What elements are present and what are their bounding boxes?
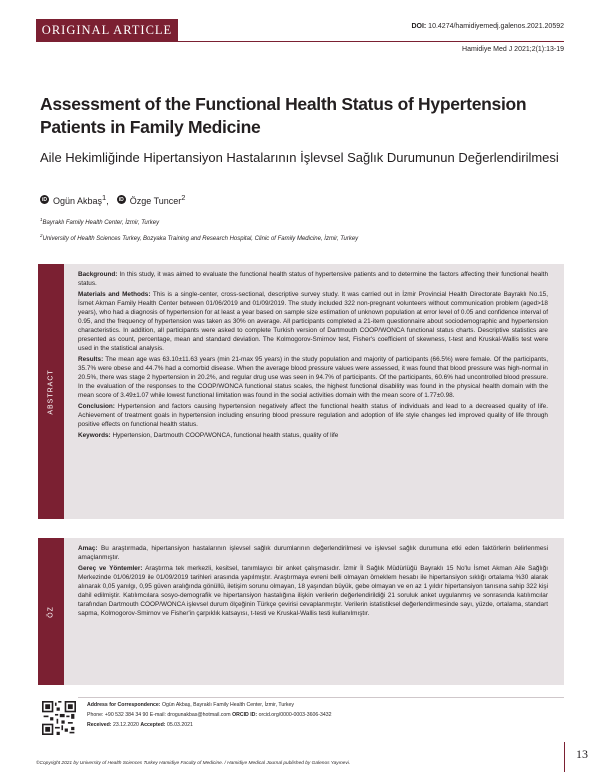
correspondence-contact: Phone: +90 532 384 34 90 E-mail: drogunakbas@hotmail.com ORCID ID: orcid.org/0000-0003-3606-3432 — [87, 712, 332, 718]
author-name: Ogün Akbaş$^1$, — [53, 193, 109, 206]
qr-code-icon[interactable] — [42, 701, 76, 735]
affiliation-2: $^2$University of Health Sciences Turkey, Bozyaka Training and Research Hospital, Clinic of Family Medicine, İzmir, Turkey — [40, 233, 359, 242]
abstract-body — [78, 270, 548, 442]
correspondence-address: Address for Correspondence: Ogün Akbaş, Bayraklı Family Health Center, İzmir, Turkey — [87, 702, 295, 708]
abstract-background: Background: In this study, it was aimed to evaluate the functional health status of hypertensive patients and to determine the factors affecting their functional health status. — [78, 271, 548, 287]
oz-body — [78, 544, 548, 620]
doi-label: DOI: — [411, 23, 427, 30]
article-subtitle: Aile Hekimliğinde Hipertansiyon Hastalarının İşlevsel Sağlık Durumunun Değerlendirilmesi — [40, 150, 559, 165]
header-rule — [36, 41, 564, 42]
correspondence-dates: Received: 23.12.2020 Accepted: 05.03.2021 — [87, 722, 193, 728]
doi-value[interactable]: 10.4274/hamidiyemedj.galenos.2021.20592 — [428, 23, 564, 30]
oz-side-tab: ÖZ — [38, 538, 64, 685]
author-list — [40, 193, 189, 206]
copyright-line: ©Copyright 2021 by University of Health Sciences Turkey Hamidiye Faculty of Medicine. / Hamidiye Medical Journal published by Galenos Yayınevi. — [36, 761, 351, 766]
orcid-icon[interactable]: iD — [42, 196, 47, 203]
oz-amac: Amaç: Bu araştırmada, hipertansiyon hastalarının işlevsel sağlık durumlarının değerlendirilmesi ve işlevsel sağlık durumuna etki eden faktörlerin belirlenmesi amaçlanmıştır. — [78, 545, 548, 561]
abstract-side-tab: ABSTRACT — [38, 264, 64, 519]
doi[interactable] — [411, 23, 564, 30]
correspondence-text — [87, 700, 332, 730]
page-number: 13 — [576, 747, 588, 761]
orcid-link[interactable]: orcid.org/0000-0003-3606-3432 — [258, 712, 332, 718]
author-name: Özge Tuncer$^2$ — [129, 193, 186, 206]
orcid-icon[interactable]: iD — [118, 196, 124, 203]
abstract-methods: Materials and Methods: This is a single-center, cross-sectional, descriptive survey study. It was carried out in İzmir Provincial Health Directorate Bayraklı No.15, İsmet Akman Family Health Center between 01/06/2019 and 01/09/2019. The study included 322 non-pregnant volunteers without communication problem (aged>18 years), who had a diagnosis of hypertension for at least a year based on sample size estimation of unknown population at error level of 0.05 and confidence interval of 0.95, and the frequency of hypertension was taken as 30% on average. All participants completed a 21-item questionnaire about sociodemographic and hypertension characteristics. In addition, all participants were asked to complete Turkish version of Dartmouth COOP/WONCA functional status charts. Descriptive statistics are presented as count, percentage, mean and standard deviation. The Kolmogorov-Smirnov test, Fisher's coefficient of skewness, t-test and Kruskal-Wallis test were used in the statistical analysis. — [78, 291, 548, 352]
affiliation-1: $^1$Bayraklı Family Health Center, İzmir, Turkey — [40, 217, 160, 226]
journal-reference: Hamidiye Med J 2021;2(1):13-19 — [462, 46, 564, 53]
abstract-results: Results: The mean age was 63.10±11.63 years (min 21-max 95 years) in the study population and majority of participants (66.5%) were female. Of the participants, 35.7% were obese and 44.7% had a comorbid disease. When the average blood pressure values were assessed, it was found that blood pressure was high-normal in 20.5%, there was stage 2 hypertension in 20.2%, and regular drug use was seen in 94.7% of participants. Of the participants, 60.6% had uncontrolled blood pressure. In the evaluation of the responses to the COOP/WONCA functional status scales, the highest functional disability was found in the physical health domain with the mean score of 3.49±1.07 while lowest functional limitation was found in the social activities domain with the mean score of 1.77±0.98. — [78, 356, 549, 399]
abstract-keywords: Keywords: Hypertension, Dartmouth COOP/WONCA, functional health status, quality of life — [78, 432, 339, 439]
correspondence-rule — [78, 697, 564, 698]
article-title: Assessment of the Functional Health Status of Hypertension Patients in Family Medicine — [40, 94, 527, 137]
oz-gerec: Gereç ve Yöntemler: Araştırma tek merkezli, kesitsel, tanımlayıcı bir anket çalışmasıdır. İzmir İl Sağlık Müdürlüğü Bayraklı 15 No'lu İsmet Akman Aile Sağlığı Merkezinde 01/06/2019 ile 01/09/2019 tarihleri arasında yapılmıştır. Araştırmaya evreni belli olmayan örneklem hesabı ile hipertansiyon sıklığı ortalama %30 alarak alınarak 0,05 yanılgı, 0,95 güven aralığında gönüllü, iletişim sorunu olmayan, 18 yaşından büyük, gebe olmayan ve en az 1 yıldır hipertansiyon tanısına sahip 322 kişi dahil edilmiştir. Katılımcılara sosyo-demografik ve hipertansiyon hastalığına ilişkin verilerin değerlendirildiği 21 soruluk anket uygulanmış ve sonrasında katılımcılar tarafından Dartmouth COOP/WONCA işlevsel durum ölçeğinin Türkçe çevirisi cevaplanmıştır. Verilerin istatistiksel değerlendirmesinde sayı, yüzde, ortalama, standart sapma, Kolmogorov-Smirnov ve Fisher'in çarpıklık katsayısı, t-testi ve Kruskal-Wallis testi kullanılmıştır. — [78, 565, 548, 617]
article-type-badge: ORIGINAL ARTICLE — [36, 19, 178, 41]
abstract-conclusion: Conclusion: Hypertension and factors causing hypertension negatively affect the functional health status of individuals and lead to a decreased quality of life. Achievement of treatment goals in hypertension including ensuring blood pressure regulation and adoption of life style changes led improved quality of life through positive effects on functional health status. — [78, 403, 548, 428]
oz-section — [38, 538, 564, 685]
email-link[interactable]: drogunakbas@hotmail.com — [167, 712, 231, 718]
abstract-section — [38, 264, 564, 519]
